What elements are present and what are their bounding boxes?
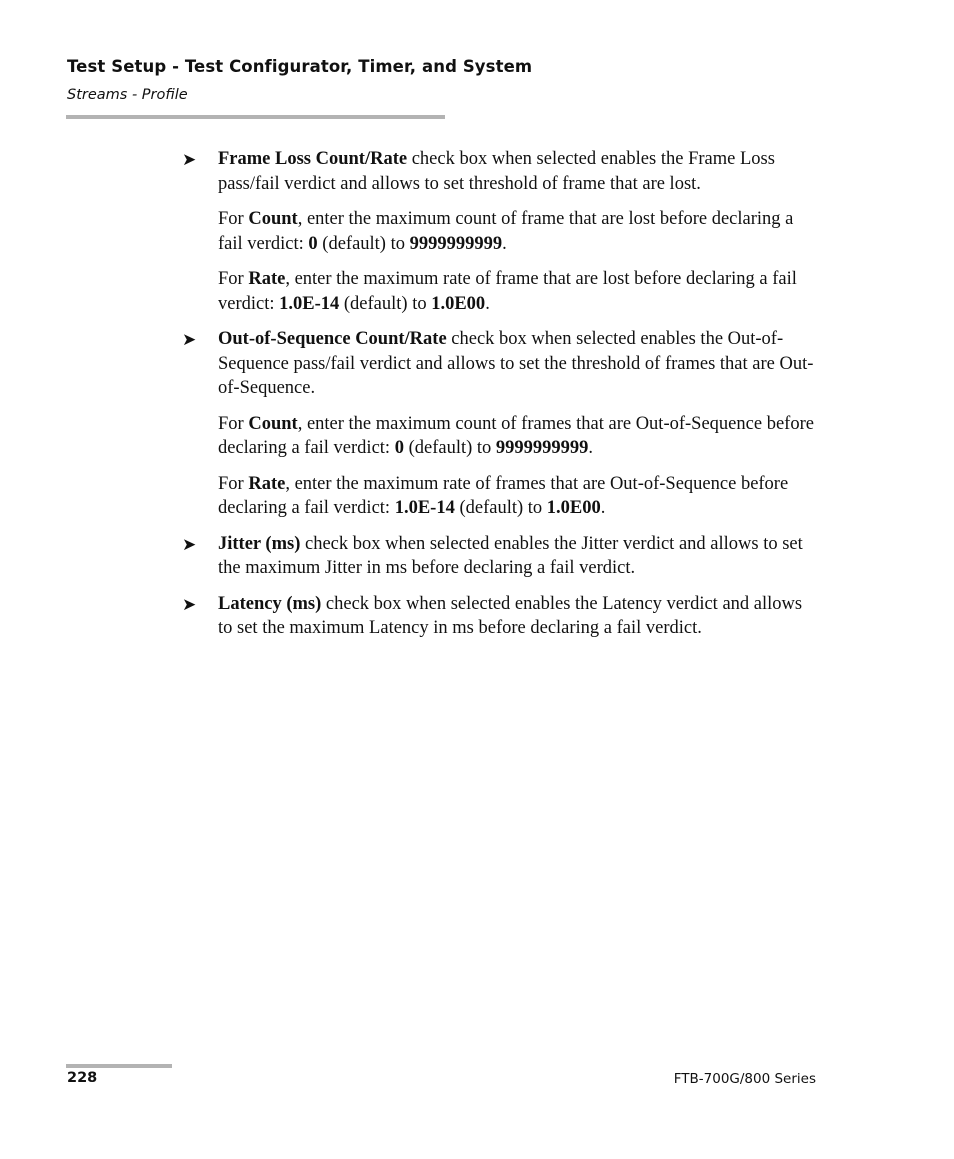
- footer-divider: [66, 1064, 172, 1068]
- item-paragraph: Out-of-Sequence Count/Rate check box when selected enables the Out-of-Sequence pass/fail verdict and allows to set the threshold of frames that are Out-of-Sequence.: [218, 329, 814, 398]
- term: Frame Loss Count/Rate: [218, 149, 408, 169]
- bullet-item-jitter: [182, 532, 818, 581]
- term: Out-of-Sequence Count/Rate: [218, 329, 447, 349]
- arrow-bullet-icon: ➤: [182, 534, 197, 555]
- item-paragraph: Latency (ms) check box when selected enables the Latency verdict and allows to set the maximum Latency in ms before declaring a fail verdict.: [218, 593, 803, 638]
- product-series: FTB-700G/800 Series: [673, 1071, 816, 1087]
- sub-paragraph-rate: For Rate, enter the maximum rate of frames that are Out-of-Sequence before declaring a fail verdict: 1.0E-14 (default) to 1.0E00.: [218, 473, 789, 518]
- sub-paragraph-count: For Count, enter the maximum count of frame that are lost before declaring a fail verdict: 0 (default) to 9999999999.: [218, 209, 794, 254]
- bullet-item-out-of-sequence: [182, 327, 818, 521]
- item-paragraph: Frame Loss Count/Rate check box when selected enables the Frame Loss pass/fail verdict and allows to set threshold of frame that are lost.: [218, 149, 775, 194]
- arrow-bullet-icon: ➤: [182, 150, 197, 170]
- arrow-bullet-icon: ➤: [182, 594, 197, 615]
- document-body: [182, 147, 818, 652]
- sub-paragraph-rate: For Rate, enter the maximum rate of frame that are lost before declaring a fail verdict: 1.0E-14 (default) to 1.0E00.: [218, 269, 797, 314]
- arrow-bullet-icon: ➤: [182, 330, 197, 350]
- term: Jitter (ms): [218, 533, 301, 554]
- page-header-subtitle: Streams - Profile: [67, 87, 188, 103]
- term: Latency (ms): [218, 593, 322, 614]
- header-divider: [66, 115, 445, 119]
- page-header-title: Test Setup - Test Configurator, Timer, and System: [67, 57, 533, 76]
- bullet-item-latency: [182, 592, 818, 641]
- item-paragraph: Jitter (ms) check box when selected enables the Jitter verdict and allows to set the maximum Jitter in ms before declaring a fail verdict.: [218, 533, 803, 578]
- sub-paragraph-count: For Count, enter the maximum count of frames that are Out-of-Sequence before declaring a fail verdict: 0 (default) to 9999999999.: [218, 413, 814, 458]
- bullet-item-frame-loss: [182, 147, 818, 316]
- page-number: 228: [67, 1070, 98, 1086]
